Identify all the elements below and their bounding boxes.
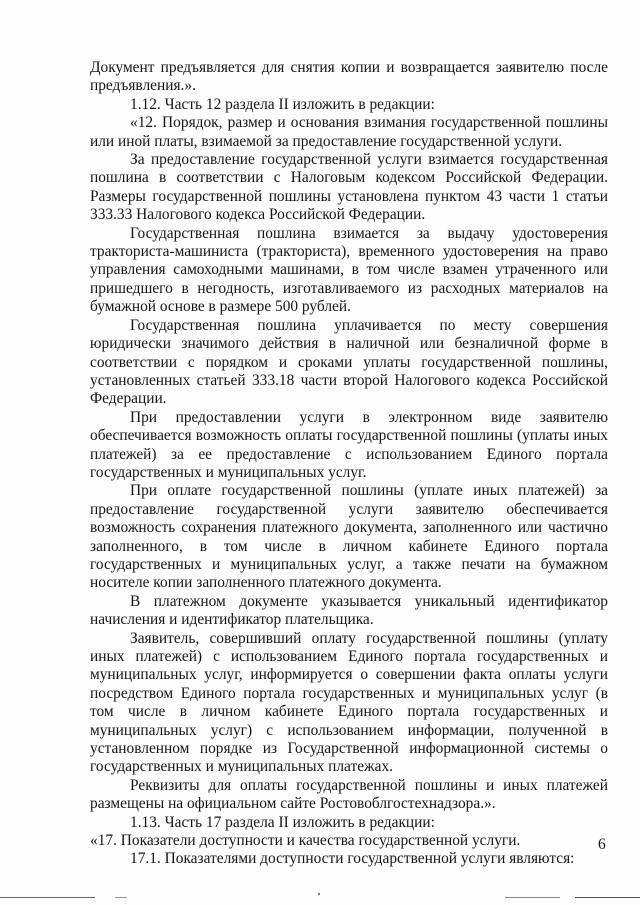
scan-artifact-line	[575, 897, 640, 898]
paragraph-section-1-12: 1.12. Часть 12 раздела II изложить в редакции:	[130, 95, 435, 113]
paragraph-identifier: В платежном документе указывается уникальный идентификатор начисления и идентификатор плательщика.	[90, 592, 608, 629]
scan-artifact-line	[505, 897, 560, 898]
page-number: 6	[598, 836, 606, 853]
scan-artifact-line	[0, 897, 95, 898]
paragraph-fee-amount: Государственная пошлина взимается за выдачу удостоверения тракториста-машиниста (тракториста), временного удостоверения на право управления самоходными машинами, в том числе взамен утраченного или пришедшего в негодность, изготавливаемого из расходных материалов на бумажной основе в размере 500 рублей.	[90, 224, 608, 316]
document-body	[90, 59, 608, 869]
paragraph-part-17-heading: «17. Показатели доступности и качества государственной услуги.	[90, 832, 521, 850]
scan-artifact-dot	[318, 893, 320, 895]
paragraph-electronic-payment: При предоставлении услуги в электронном виде заявителю обеспечивается возможность оплаты государственной пошлины (уплаты иных платежей) за ее предоставление с использованием Единого портала государственных и муниципальных услуг.	[90, 408, 608, 481]
paragraph-payment-document: При оплате государственной пошлины (уплате иных платежей) за предоставление государственной услуги заявителю обеспечивается возможность сохранения платежного документа, заполненного или частично заполненного, в том числе в личном кабинете Единого портала государственных и муниципальных услуг, а также печати на бумажном носителе копии заполненного платежного документа.	[90, 482, 608, 592]
paragraph-continuation: Документ предъявляется для снятия копии и возвращается заявителю после предъявления.».	[90, 59, 608, 95]
paragraph-section-1-13: 1.13. Часть 17 раздела II изложить в редакции:	[130, 813, 435, 831]
scan-artifact-line	[115, 897, 127, 898]
paragraph-payment-info: Заявитель, совершивший оплату государственной пошлины (уплату иных платежей) с использованием Единого портала государственных и муниципальных услуг, информируется о совершении факта оплаты услуги посредством Единого портала государственных и муниципальных услуг (в том числе в личном кабинете Единого портала государственных и муниципальных услуг) с использованием информации, полученной в установленном порядке из Государственной информационной системы о государственных и муниципальных платежах.	[90, 629, 608, 776]
paragraph-part-12-heading: «12. Порядок, размер и основания взимания государственной пошлины или иной платы, взимаемой за предоставление государственной услуги.	[90, 114, 608, 150]
paragraph-fee-basis: За предоставление государственной услуги взимается государственная пошлина в соответствии с Налоговым кодексом Российской Федерации. Размеры государственной пошлины установлена пунктом 43 части 1 статьи 333.33 Налогового кодекса Российской Федерации.	[90, 151, 608, 224]
paragraph-part-17-1: 17.1. Показателями доступности государственной услуги являются:	[130, 850, 575, 868]
paragraph-requisites: Реквизиты для оплаты государственной пошлины и иных платежей размещены на официальном сайте Ростовоблгостехнадзора.».	[90, 776, 608, 813]
paragraph-payment-place: Государственная пошлина уплачивается по месту совершения юридически значимого действия в наличной или безналичной форме в соответствии с порядком и сроками уплаты государственной пошлины, установленных статьей 333.18 части второй Налогового кодекса Российской Федерации.	[90, 316, 608, 408]
